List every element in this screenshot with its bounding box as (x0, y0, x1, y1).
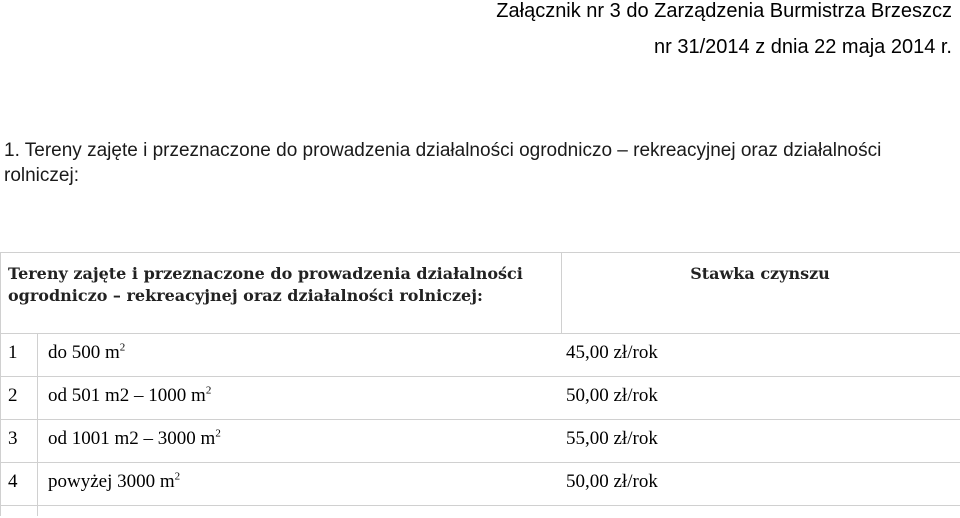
header-line-1: Załącznik nr 3 do Zarządzenia Burmistrza Brzeszcz (496, 0, 952, 22)
row-rate: 50,00 zł/rok (566, 385, 658, 406)
row-rate: 45,00 zł/rok (566, 342, 658, 363)
row-rate: 50,00 zł/rok (566, 471, 658, 492)
row-number: 3 (8, 428, 18, 449)
table-row (0, 376, 960, 419)
table-header-rate: Stawka czynszu (690, 264, 830, 283)
row-description (48, 385, 211, 407)
intro-paragraph: 1. Tereny zajęte i przeznaczone do prowadzenia działalności ogrodniczo – rekreacyjnej oraz działalności rolniczej: (4, 140, 882, 186)
row-number: 2 (8, 385, 18, 406)
row-description-text: do 500 m (48, 342, 120, 363)
row-description-text: od 1001 m2 – 3000 m (48, 428, 216, 449)
table-row (0, 419, 960, 462)
row-description (48, 428, 221, 450)
rent-rate-table (0, 252, 960, 506)
table-header-description: Tereny zajęte i przeznaczone do prowadzenia działalności ogrodniczo – rekreacyjnej oraz działalności rolniczej: (8, 264, 523, 305)
row-description-text: powyżej 3000 m (48, 471, 175, 492)
row-description-text: od 501 m2 – 1000 m (48, 385, 206, 406)
table-row (0, 462, 960, 506)
row-description-superscript: 2 (174, 470, 181, 483)
row-description-superscript: 2 (205, 384, 212, 397)
table-header-row (0, 252, 960, 333)
row-description (48, 342, 125, 364)
row-description (48, 471, 180, 493)
header-line-2: nr 31/2014 z dnia 22 maja 2014 r. (654, 36, 952, 58)
row-description-superscript: 2 (119, 341, 126, 354)
row-rate: 55,00 zł/rok (566, 428, 658, 449)
row-number: 4 (8, 471, 18, 492)
row-number: 1 (8, 342, 18, 363)
table-row (0, 333, 960, 376)
row-description-superscript: 2 (215, 427, 221, 440)
